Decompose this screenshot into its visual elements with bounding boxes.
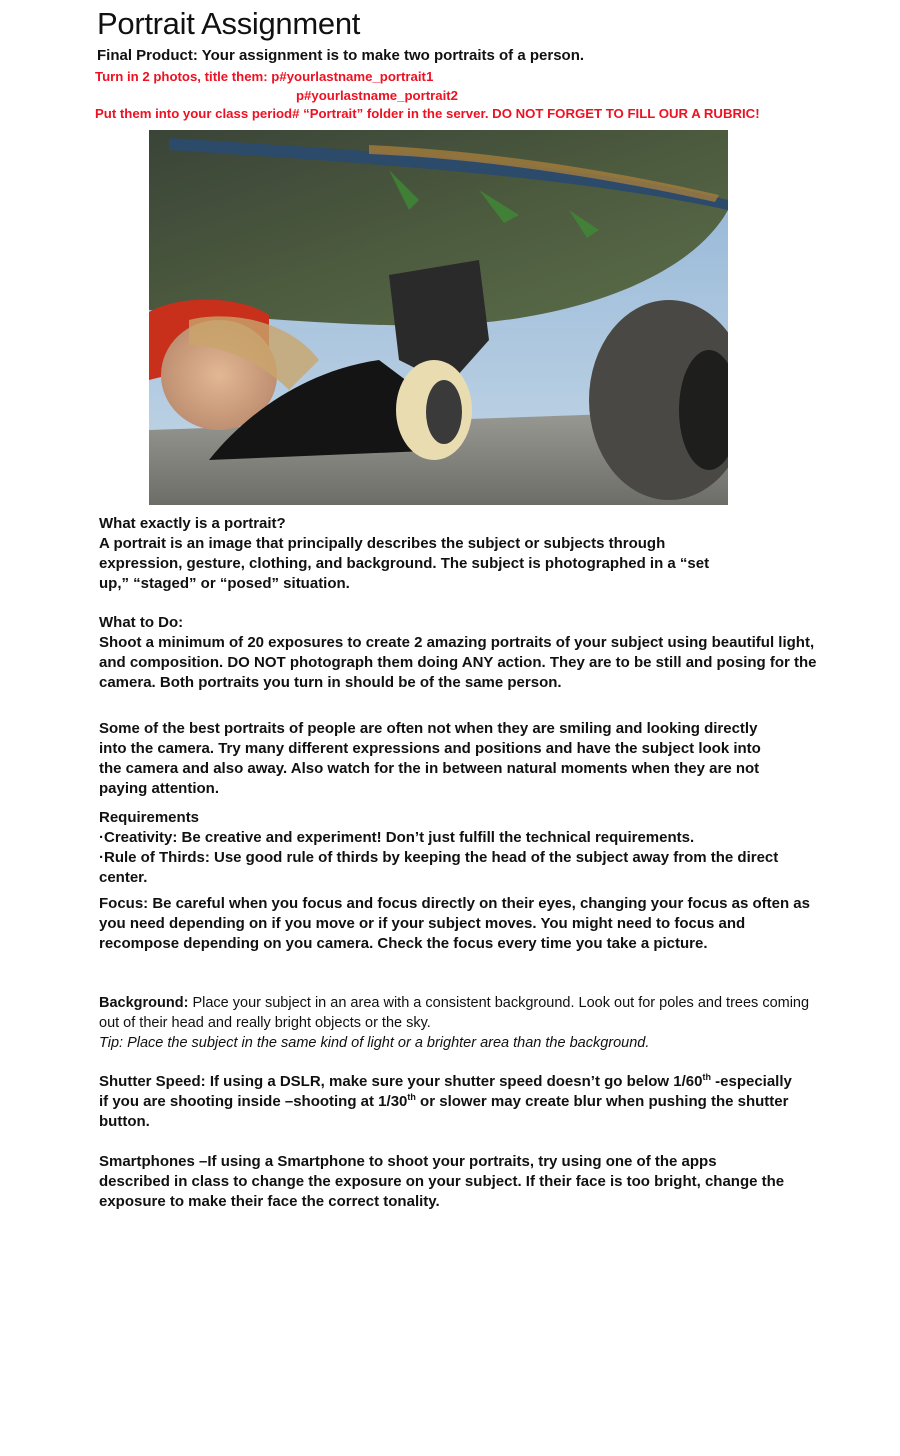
instruction-line-2: p#yourlastname_portrait2 — [296, 88, 458, 103]
background-label: Background: — [99, 995, 189, 1011]
shutter-part-1: Shutter Speed: If using a DSLR, make sure your shutter speed doesn’t go below 1/60 — [99, 1073, 703, 1090]
focus-body: Focus: Be careful when you focus and focus directly on their eyes, changing your focus as often as you need depending on if you move or if your subject moves. You might need to focus and recompose depending on you camera. Check the focus every time you take a picture. — [99, 895, 810, 952]
shutter-sup-1: th — [702, 1072, 711, 1082]
best-portraits-body: Some of the best portraits of people are often not when they are smiling and looking directly into the camera. Try many different expressions and positions and have the subject look into the camera and also away. Also watch for the in between natural moments when they are not paying attention. — [99, 720, 761, 797]
background-paragraph — [99, 993, 819, 1033]
smartphones-body: Smartphones –If using a Smartphone to shoot your portraits, try using one of the apps described in class to change the exposure on your subject. If their face is too bright, change the exposure to make their face the correct tonality. — [99, 1153, 785, 1210]
requirement-rule-of-thirds: ·Rule of Thirds: Use good rule of thirds by keeping the head of the subject away from the direct center. — [99, 849, 779, 886]
photo-illustration — [149, 130, 728, 505]
what-is-heading: What exactly is a portrait? — [99, 515, 286, 532]
what-to-do-heading: What to Do: — [99, 614, 184, 631]
requirements-heading: Requirements — [99, 809, 200, 826]
shutter-sup-2: th — [407, 1092, 416, 1102]
what-is-body: A portrait is an image that principally describes the subject or subjects through expression, gesture, clothing, and background. The subject is photographed in a “set up,” “staged” or “posed” situation. — [99, 535, 710, 592]
section-background — [99, 993, 839, 1053]
instruction-line-3: Put them into your class period# “Portrait” folder in the server. DO NOT FORGET TO FILL OUR A RUBRIC! — [95, 106, 760, 121]
section-requirements — [99, 808, 839, 888]
section-best-portraits — [99, 719, 839, 799]
section-shutter-speed — [99, 1072, 839, 1132]
background-body: Place your subject in an area with a consistent background. Look out for poles and trees coming out of their head and really bright objects or the sky. — [99, 995, 810, 1031]
what-to-do-body: Shoot a minimum of 20 exposures to create 2 amazing portraits of your subject using beautiful light, and composition. DO NOT photograph them doing ANY action. They are to be still and posing for the camera. Both portraits you turn in should be of the same person. — [99, 634, 817, 691]
section-what-to-do — [99, 613, 839, 693]
shutter-part-2: -especially if you are shooting inside –shooting at 1/30 — [99, 1073, 792, 1110]
shutter-paragraph — [99, 1072, 799, 1132]
background-tip: Tip: Place the subject in the same kind of light or a brighter area than the background. — [99, 1035, 650, 1051]
section-smartphones — [99, 1152, 839, 1212]
shutter-part-3: or slower may create blur when pushing the shutter button. — [99, 1093, 789, 1130]
section-focus — [99, 894, 839, 954]
page-title: Portrait Assignment — [97, 6, 361, 41]
instruction-line-1: Turn in 2 photos, title them: p#yourlastname_portrait1 — [95, 69, 434, 84]
wheel-hub — [426, 380, 462, 444]
skateboard-portrait-photo — [149, 130, 728, 505]
section-what-is — [99, 514, 839, 594]
requirement-creativity: ·Creativity: Be creative and experiment! Don’t just fulfill the technical requirements. — [99, 829, 695, 846]
final-product: Final Product: Your assignment is to make two portraits of a person. — [97, 47, 585, 64]
